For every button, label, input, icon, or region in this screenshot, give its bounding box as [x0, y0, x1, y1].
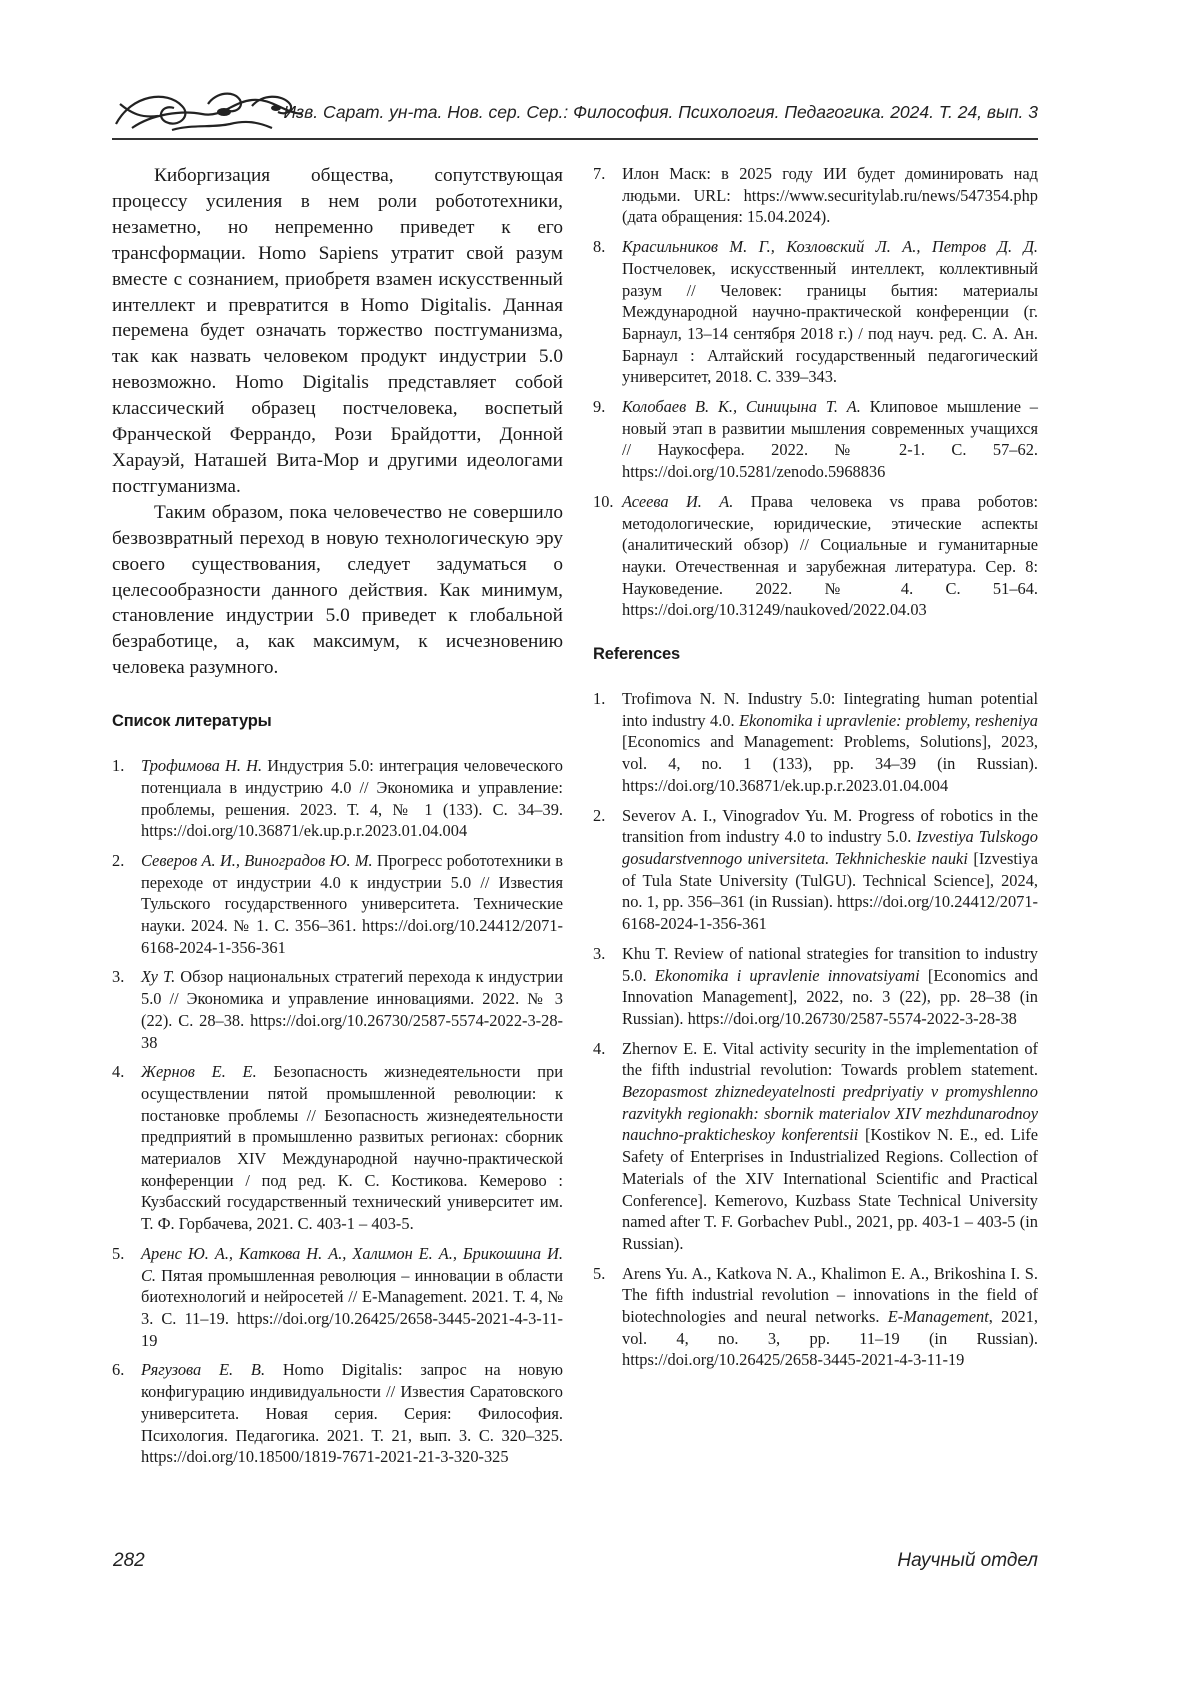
reference-item: 1. Trofimova N. N. Industry 5.0: Iintegrating human potential into industry 4.0. Ekonomika i upravlenie: problemy, resheniya [Economics and Management: Problems, Solutions], 2023, vol. 4, no. 1 (133), pp. 34–39 (in Russian). https://doi.org/10.36871/ek.up.p.r.2023.01.04.004	[593, 689, 1038, 795]
reference-item: 3. Ху Т. Обзор национальных стратегий перехода к индустрии 5.0 // Экономика и управление инновациями. 2022. № 3 (22). С. 28–38. https://doi.org/10.26730/2587-5574-2022-3-28-38	[112, 967, 563, 1052]
running-header	[112, 84, 1038, 142]
reference-item: 2. Severov A. I., Vinogradov Yu. M. Progress of robotics in the transition from industry 4.0 to industry 5.0. Izvestiya Tulskogo gosudarstvennogo universiteta. Tekhnicheskie nauki [Izvestiya of Tula State University (TulGU). Technical Science], 2024, no. 1, pp. 356–361 (in Russian). https://doi.org/10.24412/2071-6168-2024-1-356-361	[593, 805, 1038, 934]
header-divider	[112, 138, 1038, 140]
body-paragraph: Таким образом, пока человечество не совершило безвозвратный переход в новую технологическую эру своего существования, следует задуматься о целесообразности данного действия. Как минимум, становление индустрии 5.0 приведет к глобальной безработице, а, как максимум, к исчезновению человека разумного.	[112, 501, 563, 679]
body-paragraph: Киборгизация общества, сопутствующая процессу усиления в нем роли робототехники, незаметно, но непременно приведет к его трансформации. Homo Sapiens утратит свой разум вместе с сознанием, приобретя взамен искусственный интеллект и превратится в Homo Digitalis. Данная перемена будет означать торжество постгуманизма, так как назвать человеком продукт индустрии 5.0 невозможно. Homo Digitalis представляет собой классический образец постчеловека, воспетый Франческой Феррандо, Рози Брайдотти, Донной Харауэй, Наташей Вита-Мор и другими идеологами постгуманизма.	[112, 165, 563, 497]
ornament-logo-icon	[112, 84, 312, 136]
reference-item: 4. Zhernov E. E. Vital activity security in the implementation of the fifth industrial revolution: Towards problem statement. Bezopasmost zhiznedeyatelnosti predpriyatiy v promyshlenno razvitykh regionakh: sbornik materialov XIV mezhdunarodnoy nauchno-prakticheskoy konferentsii [Kostikov N. E., ed. Life Safety of Enterprises in Industrialized Regions. Collection of Materials of the XIV International Scientific and Practical Conference]. Kemerovo, Kuzbass State Technical University named after T. F. Gorbachev Publ., 2021, pp. 403-1 – 403-5 (in Russian).	[593, 1038, 1038, 1253]
left-column	[112, 163, 563, 1476]
reference-item: 9. Колобаев В. К., Синицына Т. А. Клиповое мышление – новый этап в развитии мышления современных учащихся // Наукосфера. 2022. № 2-1. С. 57–62. https://doi.org/10.5281/zenodo.5968836	[593, 397, 1038, 482]
reference-item: 3. Khu T. Review of national strategies for transition to industry 5.0. Ekonomika i upravlenie innovatsiyami [Economics and Innovation Management], 2022, no. 3 (22), pp. 28–38 (in Russian). https://doi.org/10.26730/2587-5574-2022-3-28-38	[593, 943, 1038, 1028]
reference-item: 7. Илон Маск: в 2025 году ИИ будет доминировать над людьми. URL: https://www.securitylab.ru/news/547354.php (дата обращения: 15.04.2024).	[593, 164, 1038, 227]
reference-item: 10. Асеева И. А. Права человека vs права роботов: методологические, юридические, этические аспекты (аналитический обзор) // Социальные и гуманитарные науки. Отечественная и зарубежная литература. Сер. 8: Науковедение. 2022. № 4. С. 51–64. https://doi.org/10.31249/naukoved/2022.04.03	[593, 491, 1038, 620]
reference-item: 2. Северов А. И., Виноградов Ю. М. Прогресс робототехники в переходе от индустрии 4.0 к индустрии 5.0 // Известия Тульского государственного университета. Технические науки. 2024. № 1. С. 356–361. https://doi.org/10.24412/2071-6168-2024-1-356-361	[112, 850, 563, 957]
journal-citation: Изв. Сарат. ун-та. Нов. сер. Сер.: Философия. Психология. Педагогика. 2024. Т. 24, вып. 3	[283, 102, 1038, 122]
reference-item: 4. Жернов Е. Е. Безопасность жизнедеятельности при осуществлении пятой промышленной революции: к постановке проблемы // Безопасность жизнедеятельности предприятий в промышленно развитых регионах: сборник материалов XIV Международной научно-практической конференции / под ред. К. С. Костикова. Кемерово : Кузбасский государственный технический университет им. Т. Ф. Горбачева, 2021. С. 403-1 – 403-5.	[112, 1062, 563, 1234]
references-en-list	[593, 688, 1038, 1371]
reference-item: 6. Рягузова Е. В. Homo Digitalis: запрос на новую конфигурацию индивидуальности // Известия Саратовского университета. Новая серия. Серия: Философия. Психология. Педагогика. 2021. Т. 21, вып. 3. С. 320–325. https://doi.org/10.18500/1819-7671-2021-21-3-320-325	[112, 1360, 563, 1467]
references-ru-list	[112, 755, 563, 1468]
reference-item: 1. Трофимова Н. Н. Индустрия 5.0: интеграция человеческого потенциала в индустрию 4.0 // Экономика и управление: проблемы, решения. 2023. Т. 4, № 1 (133). С. 34–39. https://doi.org/10.36871/ek.up.p.r.2023.01.04.004	[112, 756, 563, 841]
reference-item: 5. Arens Yu. A., Katkova N. A., Khalimon E. A., Brikoshina I. S. The fifth industrial revolution – innovations in the field of biotechnologies and neural networks. E-Management, 2021, vol. 4, no. 3, pp. 11–19 (in Russian). https://doi.org/10.26425/2658-3445-2021-4-3-11-19	[593, 1263, 1039, 1370]
section-name: Научный отдел	[897, 1550, 1038, 1571]
reference-item: 5. Аренс Ю. А., Каткова Н. А., Халимон Е. А., Брикошина И. С. Пятая промышленная революция – инновации в области биотехнологий и нейросетей // E-Management. 2021. Т. 4, № 3. С. 11–19. https://doi.org/10.26425/2658-3445-2021-4-3-11-19	[112, 1243, 563, 1350]
page-number: 282	[113, 1550, 145, 1571]
references-en-heading: References	[593, 645, 680, 664]
reference-item: 8. Красильников М. Г., Козловский Л. А., Петров Д. Д. Постчеловек, искусственный интеллект, коллективный разум // Человек: границы бытия: материалы Международной научно-практической конференции (г. Барнаул, 13–14 сентября 2018 г.) / под науч. ред. С. А. Ан. Барнаул : Алтайский государственный педагогический университет, 2018. С. 339–343.	[593, 237, 1038, 387]
references-ru-heading: Список литературы	[112, 712, 272, 731]
references-ru-list-continued	[593, 163, 1038, 621]
right-column	[593, 163, 1038, 1379]
